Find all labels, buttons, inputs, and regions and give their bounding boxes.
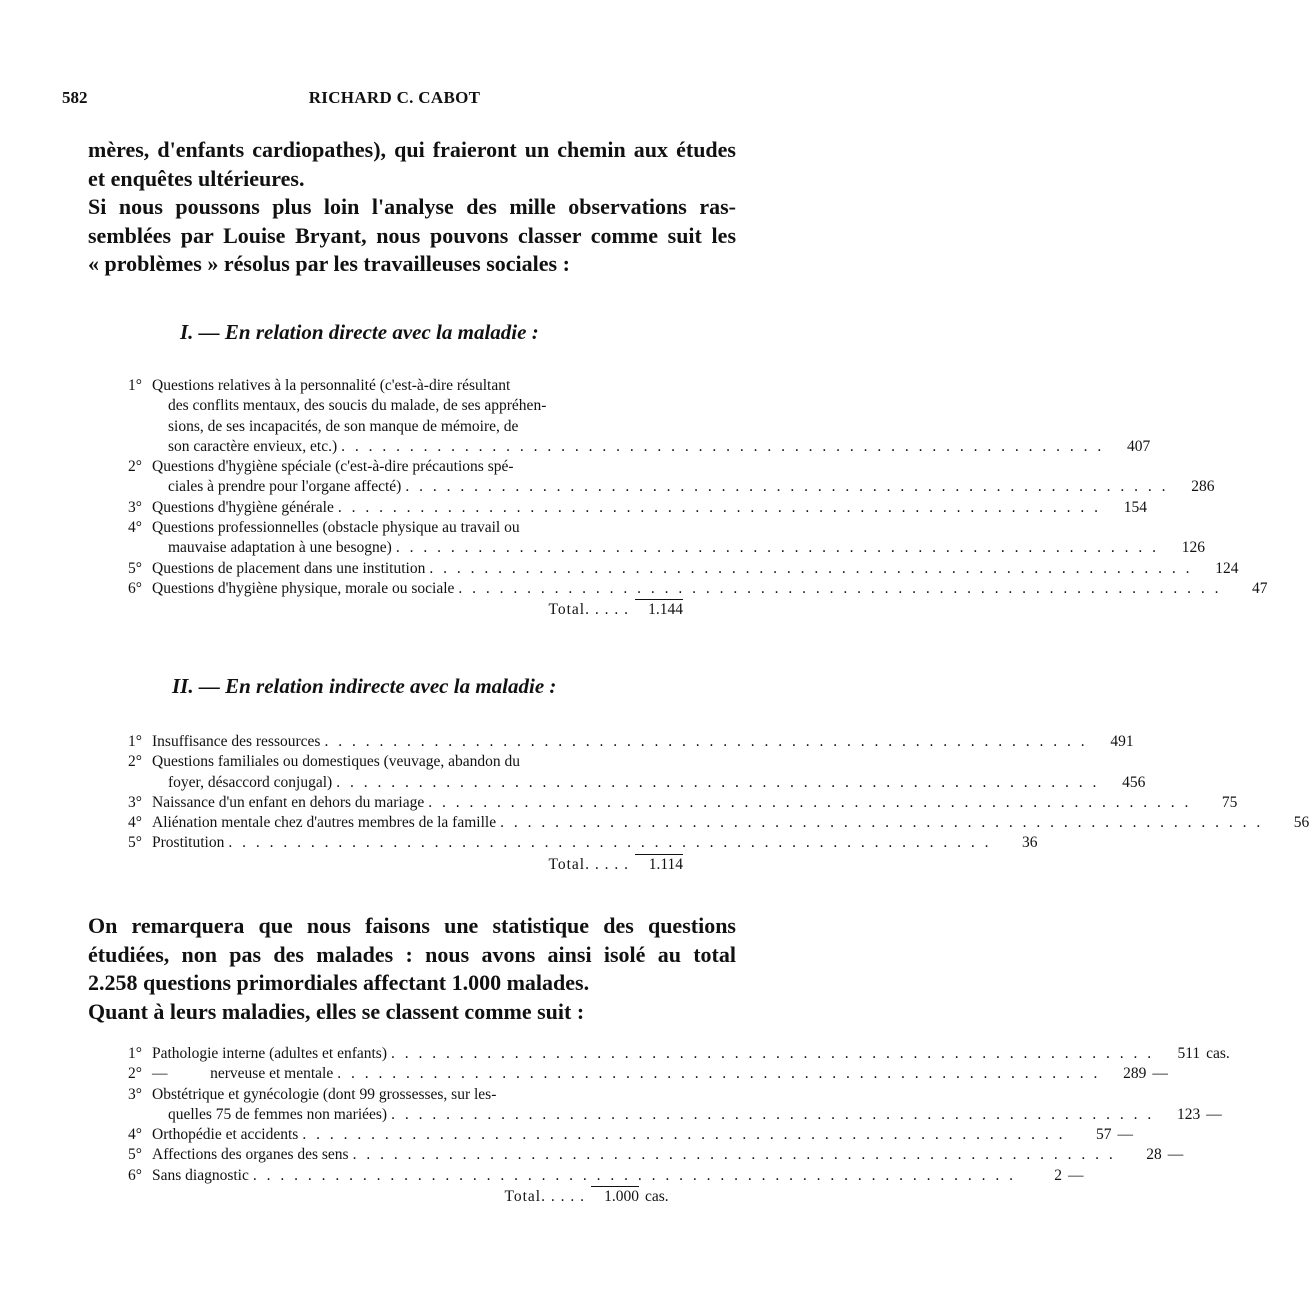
page-header	[62, 88, 727, 112]
item-number: 3°	[128, 498, 142, 516]
item-number: 4°	[128, 519, 142, 537]
total-label: Total. . . . .	[548, 855, 629, 873]
list-section-3	[128, 1044, 1230, 1207]
item-text: son caractère envieux, etc.)	[168, 437, 338, 455]
item-value: 47	[1252, 579, 1268, 597]
item-number: 2°	[128, 1065, 142, 1083]
item-number: 4°	[128, 814, 142, 832]
item-value: 407	[1126, 437, 1151, 455]
item-text: sions, de ses incapacités, de son manque de mémoire, de	[168, 417, 519, 435]
text-line: Quant à leurs maladies, elles se classent comme suit :	[88, 998, 585, 1024]
item-text: Questions d'hygiène spéciale (c'est-à-dire précautions spé-	[152, 458, 514, 476]
page-number: 582	[62, 88, 88, 107]
item-number: 2°	[128, 458, 142, 476]
item-text: Pathologie interne (adultes et enfants)	[152, 1045, 388, 1062]
item-number: 3°	[128, 793, 142, 811]
total-row	[128, 599, 683, 620]
dot-leader	[391, 1105, 1154, 1125]
item-text: Questions professionnelles (obstacle physique au travail ou	[152, 519, 520, 537]
item-text: des conflits mentaux, des soucis du malade, de ses appréhen-	[168, 397, 547, 415]
list-item	[128, 793, 1238, 813]
total-unit: cas.	[645, 1188, 669, 1206]
dot-leader	[253, 1166, 1016, 1186]
item-text: mauvaise adaptation à une besogne)	[168, 539, 392, 557]
item-text: Questions relatives à la personnalité (c'est-à-dire résultant	[152, 377, 511, 394]
item-text: Affections des organes des sens	[152, 1146, 349, 1164]
item-text: ciales à prendre pour l'organe affecté)	[168, 478, 402, 496]
item-value: 75	[1221, 793, 1238, 811]
total-row	[128, 854, 683, 875]
item-number: 4°	[128, 1126, 142, 1144]
list-item	[128, 457, 1215, 498]
total-row	[128, 1186, 683, 1207]
dot-leader	[228, 833, 991, 853]
list-item	[128, 833, 1038, 853]
list-item	[128, 559, 1239, 579]
item-value: 456	[1122, 773, 1146, 791]
list-section-2	[128, 732, 1309, 875]
dot-leader	[428, 793, 1191, 813]
dot-leader	[337, 1064, 1100, 1084]
dot-leader	[336, 773, 1099, 793]
list-item	[128, 1166, 1084, 1186]
item-unit: —	[1167, 1146, 1184, 1164]
item-value: 57	[1095, 1126, 1112, 1144]
item-value: 28	[1146, 1146, 1162, 1164]
item-number: 5°	[128, 1146, 142, 1164]
list-item	[128, 518, 1205, 559]
list-item	[128, 1145, 1184, 1165]
list-item	[128, 498, 1147, 518]
item-number: 6°	[128, 579, 142, 597]
dot-leader	[302, 1125, 1065, 1145]
item-number: 5°	[128, 559, 142, 577]
item-unit: —	[1152, 1065, 1168, 1083]
item-number: 5°	[128, 834, 142, 852]
item-text: Aliénation mentale chez d'autres membres de la famille	[152, 814, 497, 832]
item-number: 2°	[128, 753, 142, 771]
item-value: 36	[1021, 834, 1038, 852]
list-item	[128, 813, 1309, 833]
list-item	[128, 1064, 1168, 1084]
item-text: Naissance d'un enfant en dehors du mariage	[152, 793, 425, 811]
section-title-1: I. — En relation directe avec la maladie :	[180, 320, 539, 344]
list-item	[128, 752, 1146, 793]
text-line: semblées par Louise Bryant, nous pouvons classer comme suit les	[88, 222, 736, 248]
text-line: mères, d'enfants cardiopathes), qui fraieront un chemin aux études	[88, 137, 736, 162]
text-line: étudiées, non pas des malades : nous avons ainsi isolé au total	[88, 941, 736, 967]
item-value: 289	[1123, 1065, 1147, 1083]
item-number: 1°	[128, 733, 142, 750]
item-text: Prostitution	[152, 834, 225, 852]
list-item	[128, 1044, 1230, 1064]
item-text: quelles 75 de femmes non mariées)	[168, 1105, 388, 1123]
list-item	[128, 732, 1134, 752]
item-number: 6°	[128, 1166, 142, 1184]
total-label: Total. . . . .	[504, 1188, 585, 1206]
item-text: Obstétrique et gynécologie (dont 99 grossesses, sur les-	[152, 1085, 497, 1103]
item-value: 123	[1176, 1105, 1201, 1123]
item-number: 1°	[128, 1045, 142, 1062]
item-text: Questions d'hygiène physique, morale ou sociale	[152, 579, 455, 597]
total-value: 1.000	[591, 1186, 639, 1207]
item-text: foyer, désaccord conjugal)	[168, 773, 333, 791]
list-item	[128, 1125, 1133, 1145]
item-text: Questions familiales ou domestiques (veuvage, abandon du	[152, 753, 521, 771]
item-value: 2	[1054, 1166, 1062, 1184]
dot-leader	[429, 559, 1192, 579]
item-value: 56	[1293, 814, 1309, 832]
item-text: Orthopédie et accidents	[152, 1126, 299, 1144]
dot-leader	[338, 498, 1101, 518]
total-value: 1.114	[635, 854, 683, 875]
intro-paragraph	[88, 136, 736, 279]
text-line: Si nous poussons plus loin l'analyse des mille observations ras-	[88, 194, 736, 219]
text-line: « problèmes » résolus par les travailleuses sociales :	[88, 251, 570, 276]
total-value: 1.144	[635, 599, 683, 620]
total-label: Total. . . . .	[548, 601, 629, 619]
item-value: 511	[1177, 1045, 1201, 1062]
item-unit: cas.	[1206, 1045, 1230, 1062]
middle-paragraph	[88, 912, 736, 1026]
dot-leader	[353, 1145, 1116, 1165]
item-text: Questions de placement dans une institution	[152, 559, 426, 577]
item-value: 286	[1191, 478, 1215, 496]
running-head: RICHARD C. CABOT	[308, 88, 481, 107]
text-line: et enquêtes ultérieures.	[88, 165, 305, 191]
item-value: 491	[1110, 733, 1134, 750]
dot-leader	[324, 732, 1087, 752]
dot-leader	[405, 477, 1168, 497]
item-text: Insuffisance des ressources	[152, 733, 321, 750]
list-item	[128, 376, 1151, 457]
dot-leader	[341, 437, 1104, 457]
item-number: 1°	[128, 377, 142, 394]
item-unit: —	[1117, 1126, 1133, 1144]
item-unit: —	[1068, 1166, 1084, 1184]
text-line: 2.258 questions primordiales affectant 1.000 malades.	[88, 970, 590, 995]
list-item	[128, 1085, 1222, 1126]
dot-leader	[391, 1044, 1154, 1064]
item-text: — nerveuse et mentale	[152, 1065, 334, 1083]
dot-leader	[458, 579, 1221, 599]
item-text: Questions d'hygiène générale	[152, 498, 334, 516]
item-value: 126	[1181, 539, 1205, 557]
list-item	[128, 579, 1268, 599]
item-number: 3°	[128, 1085, 142, 1103]
item-value: 154	[1123, 498, 1147, 516]
item-unit: —	[1206, 1105, 1222, 1123]
list-section-1	[128, 376, 1268, 621]
dot-leader	[396, 538, 1159, 558]
item-value: 124	[1215, 559, 1239, 577]
section-title-2: II. — En relation indirecte avec la maladie :	[172, 674, 557, 698]
item-text: Sans diagnostic	[152, 1166, 249, 1184]
text-line: On remarquera que nous faisons une statistique des questions	[88, 913, 736, 938]
dot-leader	[500, 813, 1263, 833]
